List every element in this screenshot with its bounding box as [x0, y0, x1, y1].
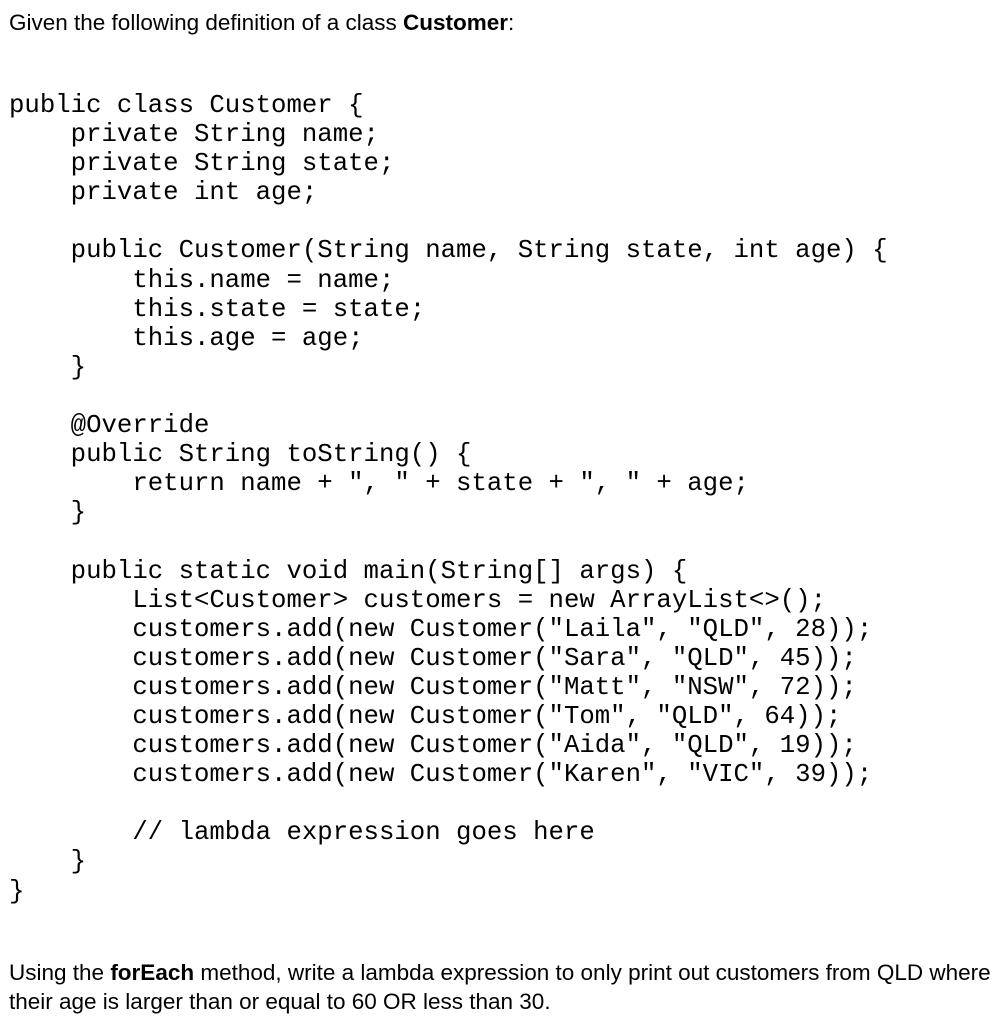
- question-method-name: forEach: [110, 960, 195, 985]
- code-line: [9, 207, 888, 236]
- code-line: this.state = state;: [9, 294, 426, 324]
- intro-prefix: Given the following definition of a class: [9, 10, 403, 35]
- code-line: public Customer(String name, String state, int age) {: [9, 236, 888, 266]
- code-line: customers.add(new Customer("Matt", "NSW", 72));: [9, 672, 857, 702]
- code-line: }: [9, 498, 87, 528]
- question-text: [9, 958, 999, 1016]
- code-line: private int age;: [9, 178, 318, 208]
- code-line: return name + ", " + state + ", " + age;: [9, 469, 749, 499]
- code-line: customers.add(new Customer("Karen", "VIC", 39));: [9, 760, 873, 790]
- question-suffix: method, write a lambda expression to only print out customers from QLD where their age is larger than or equal to 60 OR less than 30.: [9, 960, 997, 1014]
- code-line: customers.add(new Customer("Sara", "QLD", 45));: [9, 643, 857, 673]
- code-line: }: [9, 847, 87, 877]
- intro-class-name: Customer: [402, 10, 509, 35]
- code-line: }: [9, 876, 25, 906]
- code-line: public String toString() {: [9, 440, 472, 470]
- question-prefix: Using the: [9, 960, 111, 985]
- code-line: public class Customer {: [9, 91, 364, 120]
- code-line: [9, 789, 888, 818]
- code-line: [9, 382, 888, 411]
- code-line: private String state;: [9, 149, 395, 179]
- code-line: }: [9, 352, 87, 382]
- code-line: @Override: [9, 411, 210, 441]
- code-line: public static void main(String[] args) {: [9, 556, 688, 586]
- code-line: this.name = name;: [9, 265, 395, 295]
- code-line: this.age = age;: [9, 323, 364, 353]
- code-block: [9, 91, 888, 906]
- code-line: List<Customer> customers = new ArrayList<>();: [9, 585, 826, 615]
- intro-text: [9, 8, 514, 37]
- code-line: customers.add(new Customer("Laila", "QLD", 28));: [9, 614, 873, 644]
- intro-suffix: :: [508, 10, 515, 35]
- code-line: // lambda expression goes here: [9, 818, 595, 848]
- code-line: private String name;: [9, 120, 379, 150]
- code-line: customers.add(new Customer("Aida", "QLD", 19));: [9, 731, 857, 761]
- code-line: customers.add(new Customer("Tom", "QLD", 64));: [9, 701, 842, 731]
- code-line: [9, 527, 888, 556]
